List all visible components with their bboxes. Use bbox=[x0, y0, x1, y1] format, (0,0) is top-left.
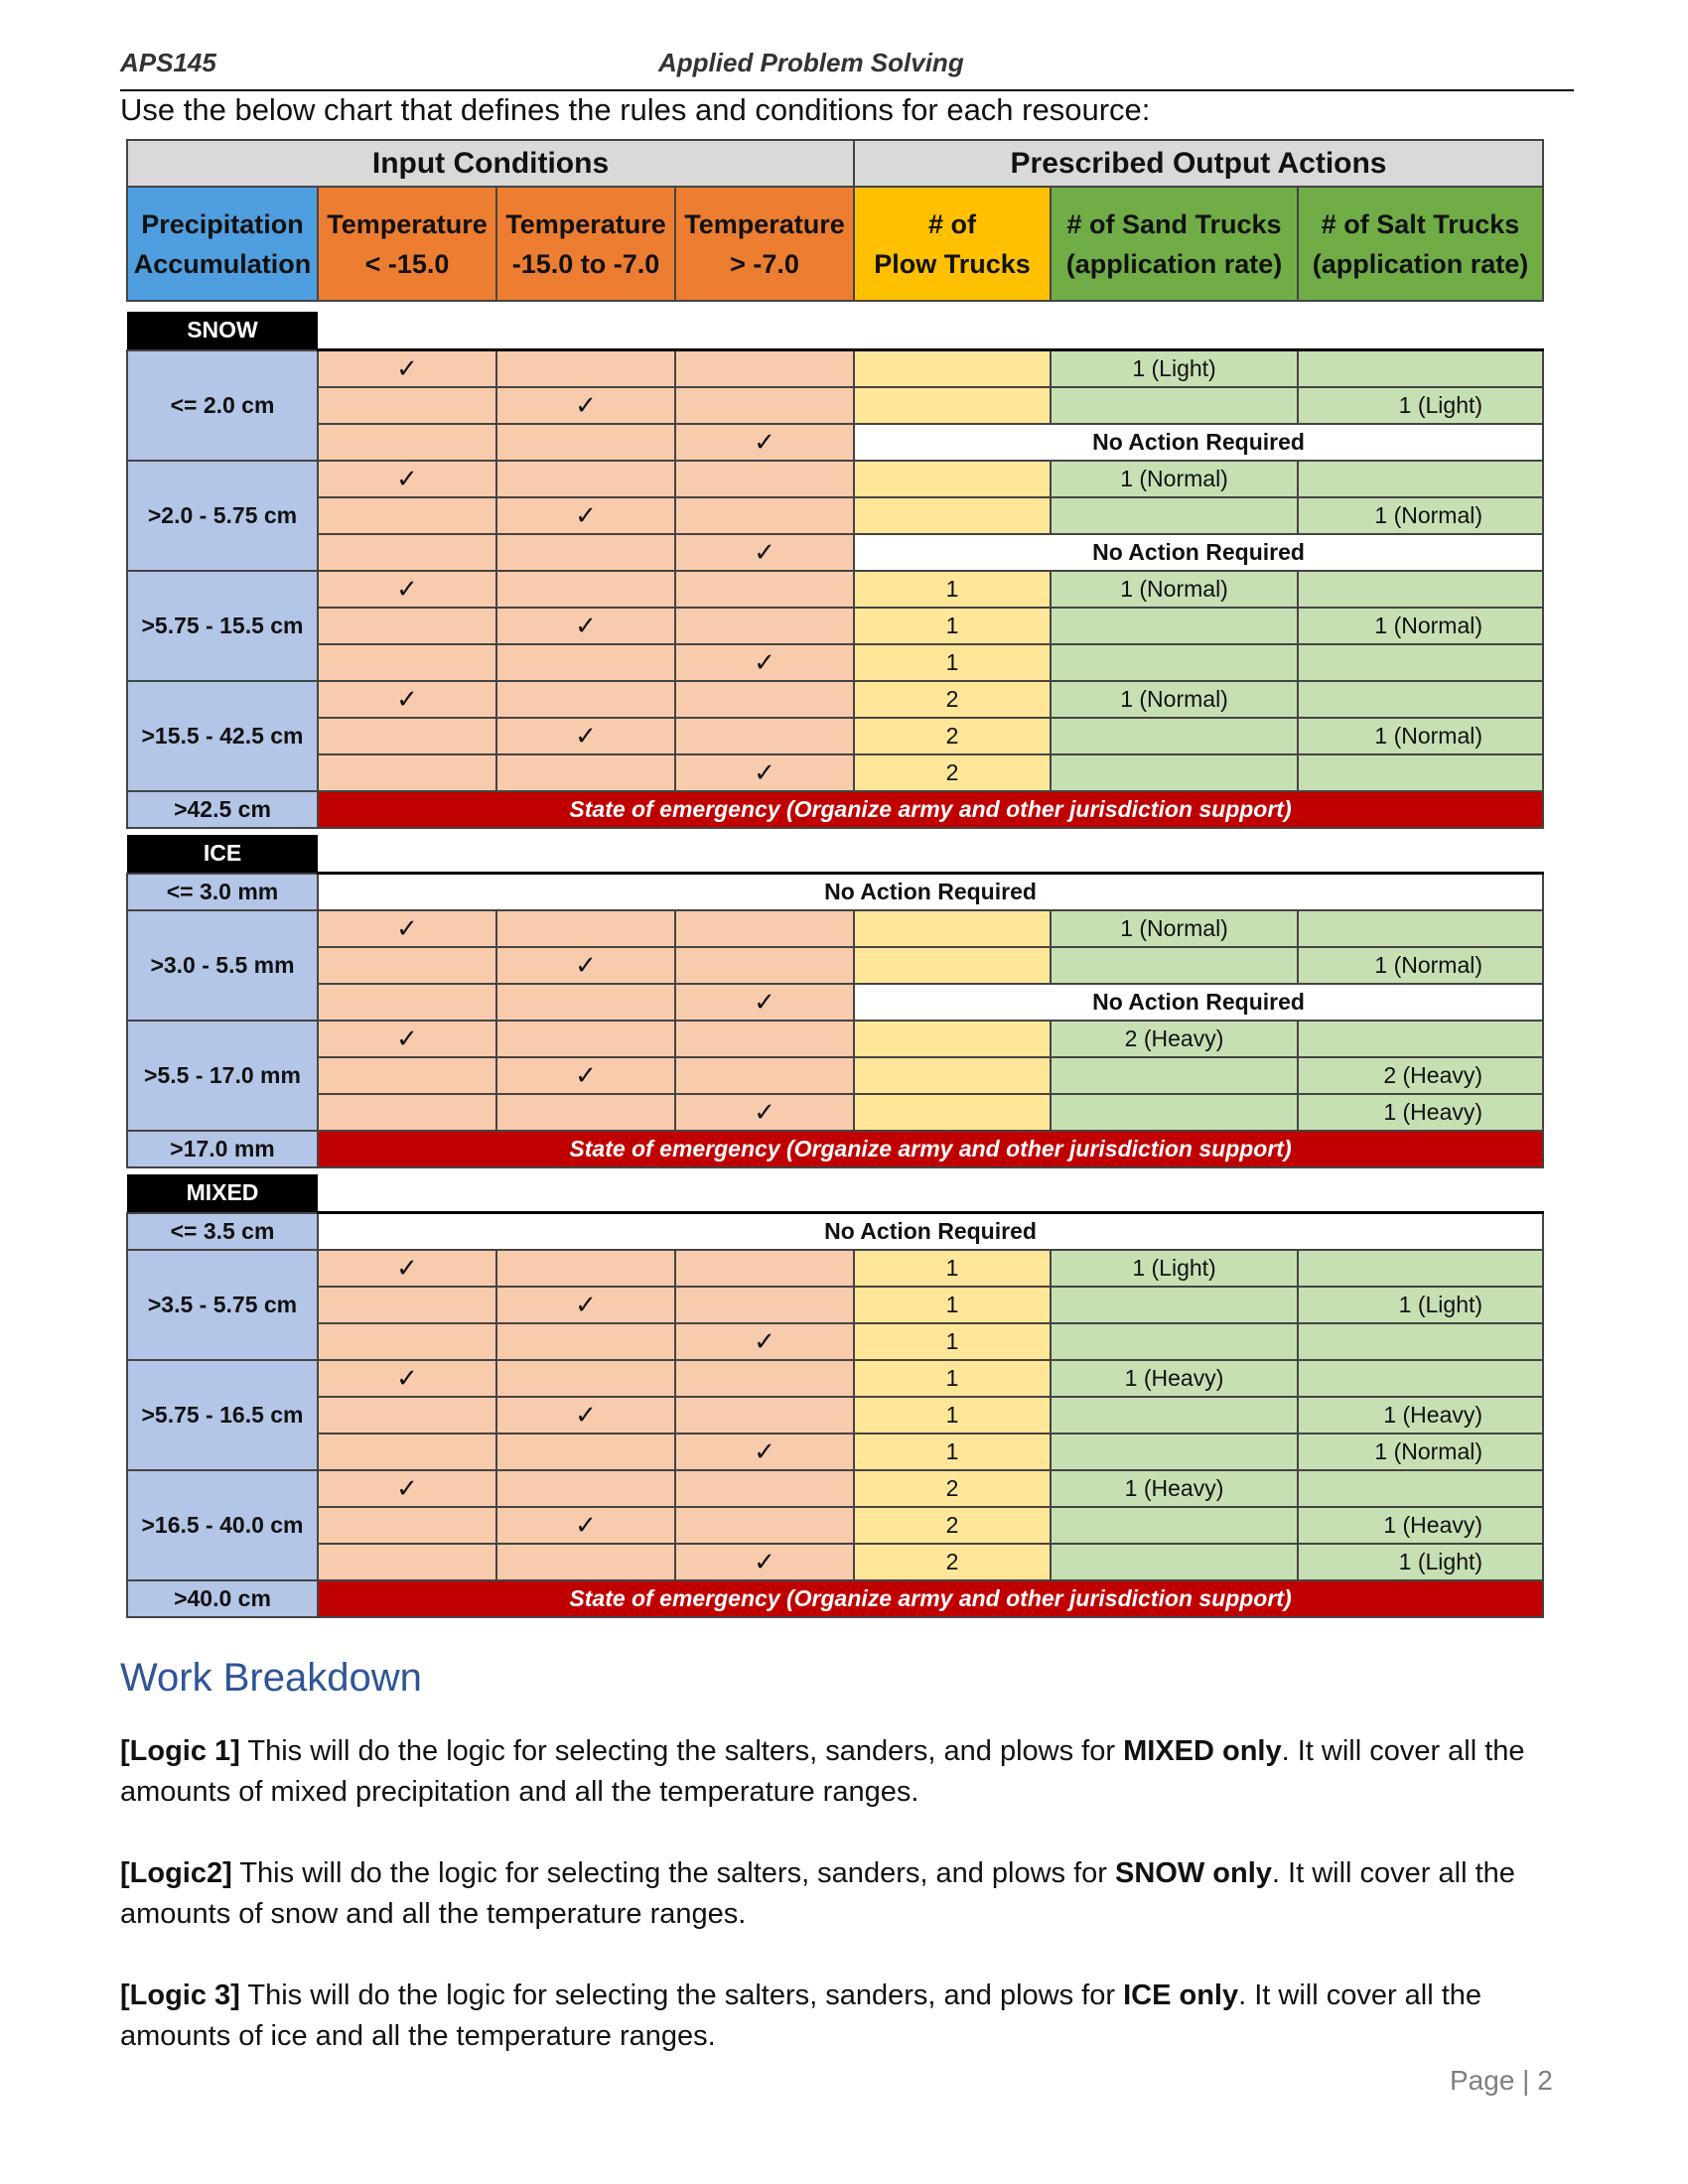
sand-cell: 1 (Normal) bbox=[1051, 461, 1298, 497]
no-action-cell: No Action Required bbox=[854, 984, 1543, 1021]
check-icon: ✓ bbox=[496, 497, 675, 534]
output-actions-header: Prescribed Output Actions bbox=[854, 140, 1543, 187]
table-row bbox=[127, 947, 1543, 984]
sand-cell: 1 (Light) bbox=[1051, 1250, 1298, 1287]
precip-range: >5.75 - 16.5 cm bbox=[127, 1360, 318, 1470]
check-icon: ✓ bbox=[496, 1397, 675, 1433]
precip-range: >2.0 - 5.75 cm bbox=[127, 461, 318, 571]
sand-cell: 1 (Normal) bbox=[1051, 910, 1298, 947]
logic-3-paragraph: [Logic 3] This will do the logic for selecting the salters, sanders, and plows for ICE only. It will cover all the amounts of ice and all the temperature ranges. bbox=[120, 1979, 1482, 2052]
table-row bbox=[127, 874, 1543, 911]
table-row bbox=[127, 1397, 1543, 1433]
check-icon: ✓ bbox=[496, 608, 675, 644]
col-sand-trucks: # of Sand Trucks (application rate) bbox=[1051, 187, 1298, 301]
precip-range: <= 3.5 cm bbox=[127, 1213, 318, 1251]
salt-cell: 1 (Normal) bbox=[1298, 718, 1543, 754]
plow-cell: 2 bbox=[854, 681, 1051, 718]
plow-cell: 1 bbox=[854, 571, 1051, 608]
check-icon: ✓ bbox=[675, 1094, 854, 1131]
check-icon: ✓ bbox=[675, 984, 854, 1021]
col-plow-trucks: # of Plow Trucks bbox=[854, 187, 1051, 301]
table-row bbox=[127, 791, 1543, 828]
plow-cell: 2 bbox=[854, 1544, 1051, 1580]
snow-label: SNOW bbox=[127, 312, 318, 350]
table-row bbox=[127, 1580, 1543, 1617]
table-row bbox=[127, 718, 1543, 754]
no-action-cell: No Action Required bbox=[318, 1213, 1543, 1251]
check-icon: ✓ bbox=[318, 1250, 496, 1287]
rules-chart bbox=[126, 139, 1544, 1618]
table-row bbox=[127, 1323, 1543, 1360]
plow-cell: 1 bbox=[854, 1360, 1051, 1397]
salt-cell: 1 (Heavy) bbox=[1298, 1397, 1543, 1433]
sand-cell: 1 (Normal) bbox=[1051, 681, 1298, 718]
salt-cell: 1 (Light) bbox=[1298, 387, 1543, 424]
check-icon: ✓ bbox=[675, 1544, 854, 1580]
check-icon: ✓ bbox=[675, 534, 854, 571]
table-row bbox=[127, 1250, 1543, 1287]
check-icon: ✓ bbox=[496, 387, 675, 424]
sand-cell: 1 (Normal) bbox=[1051, 571, 1298, 608]
table-row bbox=[127, 1433, 1543, 1470]
col-salt-trucks: # of Salt Trucks (application rate) bbox=[1298, 187, 1543, 301]
salt-cell: 1 (Light) bbox=[1298, 1544, 1543, 1580]
emergency-banner: State of emergency (Organize army and other jurisdiction support) bbox=[318, 1580, 1543, 1617]
table-row bbox=[127, 497, 1543, 534]
plow-cell: 1 bbox=[854, 1287, 1051, 1323]
emergency-banner: State of emergency (Organize army and other jurisdiction support) bbox=[318, 1131, 1543, 1167]
check-icon: ✓ bbox=[318, 681, 496, 718]
col-temp-low: Temperature < -15.0 bbox=[318, 187, 496, 301]
no-action-cell: No Action Required bbox=[854, 534, 1543, 571]
table-row bbox=[127, 1131, 1543, 1167]
table-row bbox=[127, 461, 1543, 497]
table-row bbox=[127, 1287, 1543, 1323]
work-breakdown-heading: Work Breakdown bbox=[120, 1656, 422, 1700]
plow-cell: 1 bbox=[854, 1433, 1051, 1470]
table-row bbox=[127, 1544, 1543, 1580]
precip-range: >15.5 - 42.5 cm bbox=[127, 681, 318, 791]
table-row bbox=[127, 1507, 1543, 1544]
plow-cell: 1 bbox=[854, 1250, 1051, 1287]
col-temp-high: Temperature > -7.0 bbox=[675, 187, 854, 301]
salt-cell: 1 (Light) bbox=[1298, 1287, 1543, 1323]
precip-range: >40.0 cm bbox=[127, 1580, 318, 1617]
check-icon: ✓ bbox=[496, 1287, 675, 1323]
plow-cell: 2 bbox=[854, 1470, 1051, 1507]
input-conditions-header: Input Conditions bbox=[127, 140, 854, 187]
check-icon: ✓ bbox=[318, 461, 496, 497]
ice-rows bbox=[127, 874, 1543, 1168]
mixed-rows bbox=[127, 1213, 1543, 1618]
no-action-cell: No Action Required bbox=[854, 424, 1543, 461]
table-row bbox=[127, 1057, 1543, 1094]
salt-cell: 1 (Normal) bbox=[1298, 497, 1543, 534]
check-icon: ✓ bbox=[496, 1057, 675, 1094]
course-code: APS145 bbox=[120, 48, 216, 77]
precip-range: >5.5 - 17.0 mm bbox=[127, 1021, 318, 1131]
precip-range: >42.5 cm bbox=[127, 791, 318, 828]
table-row bbox=[127, 534, 1543, 571]
table-row bbox=[127, 387, 1543, 424]
plow-cell: 2 bbox=[854, 754, 1051, 791]
salt-cell: 1 (Normal) bbox=[1298, 608, 1543, 644]
check-icon: ✓ bbox=[318, 1470, 496, 1507]
check-icon: ✓ bbox=[318, 1360, 496, 1397]
plow-cell: 1 bbox=[854, 644, 1051, 681]
course-title: Applied Problem Solving bbox=[658, 48, 964, 77]
salt-cell: 1 (Heavy) bbox=[1298, 1094, 1543, 1131]
check-icon: ✓ bbox=[496, 718, 675, 754]
table-row bbox=[127, 1094, 1543, 1131]
salt-cell: 1 (Normal) bbox=[1298, 1433, 1543, 1470]
table-row bbox=[127, 644, 1543, 681]
logic-2-paragraph: [Logic2] This will do the logic for selecting the salters, sanders, and plows for SNOW only. It will cover all the amounts of snow and all the temperature ranges. bbox=[120, 1857, 1515, 1930]
plow-cell: 1 bbox=[854, 1397, 1051, 1433]
table-row bbox=[127, 754, 1543, 791]
check-icon: ✓ bbox=[675, 424, 854, 461]
table-row bbox=[127, 1213, 1543, 1251]
emergency-banner: State of emergency (Organize army and other jurisdiction support) bbox=[318, 791, 1543, 828]
table-row bbox=[127, 1470, 1543, 1507]
check-icon: ✓ bbox=[318, 910, 496, 947]
salt-cell: 2 (Heavy) bbox=[1298, 1057, 1543, 1094]
table-row bbox=[127, 608, 1543, 644]
page-header bbox=[120, 46, 1574, 91]
table-row bbox=[127, 424, 1543, 461]
logic-1-paragraph: [Logic 1] This will do the logic for selecting the salters, sanders, and plows for MIXED only. It will cover all the amounts of mixed precipitation and all the temperature ranges. bbox=[120, 1735, 1525, 1808]
snow-rows bbox=[127, 350, 1543, 829]
check-icon: ✓ bbox=[318, 1021, 496, 1057]
col-precipitation: Precipitation Accumulation bbox=[127, 187, 318, 301]
precip-range: >16.5 - 40.0 cm bbox=[127, 1470, 318, 1580]
check-icon: ✓ bbox=[318, 571, 496, 608]
check-icon: ✓ bbox=[496, 1507, 675, 1544]
col-temp-mid: Temperature -15.0 to -7.0 bbox=[496, 187, 675, 301]
precip-range: >3.0 - 5.5 mm bbox=[127, 910, 318, 1021]
plow-cell: 2 bbox=[854, 1507, 1051, 1544]
table-row bbox=[127, 1360, 1543, 1397]
mixed-label: MIXED bbox=[127, 1174, 318, 1213]
sand-cell: 1 (Heavy) bbox=[1051, 1360, 1298, 1397]
table-row bbox=[127, 984, 1543, 1021]
check-icon: ✓ bbox=[675, 1323, 854, 1360]
precip-range: <= 3.0 mm bbox=[127, 874, 318, 911]
check-icon: ✓ bbox=[675, 1433, 854, 1470]
check-icon: ✓ bbox=[496, 947, 675, 984]
sand-cell: 1 (Heavy) bbox=[1051, 1470, 1298, 1507]
check-icon: ✓ bbox=[318, 350, 496, 388]
page-number: Page | 2 bbox=[1450, 2065, 1553, 2096]
table-row bbox=[127, 571, 1543, 608]
ice-label: ICE bbox=[127, 835, 318, 874]
table-row bbox=[127, 681, 1543, 718]
plow-cell: 1 bbox=[854, 1323, 1051, 1360]
precip-range: >5.75 - 15.5 cm bbox=[127, 571, 318, 681]
no-action-cell: No Action Required bbox=[318, 874, 1543, 911]
salt-cell: 1 (Normal) bbox=[1298, 947, 1543, 984]
table-row bbox=[127, 910, 1543, 947]
precip-range: <= 2.0 cm bbox=[127, 350, 318, 462]
precip-range: >3.5 - 5.75 cm bbox=[127, 1250, 318, 1360]
table-row bbox=[127, 1021, 1543, 1057]
check-icon: ✓ bbox=[675, 754, 854, 791]
precip-range: >17.0 mm bbox=[127, 1131, 318, 1167]
salt-cell: 1 (Heavy) bbox=[1298, 1507, 1543, 1544]
sand-cell: 1 (Light) bbox=[1051, 350, 1298, 388]
table-row bbox=[127, 350, 1543, 388]
plow-cell: 1 bbox=[854, 608, 1051, 644]
sand-cell: 2 (Heavy) bbox=[1051, 1021, 1298, 1057]
intro-text: Use the below chart that defines the rules and conditions for each resource: bbox=[120, 92, 1151, 127]
plow-cell: 2 bbox=[854, 718, 1051, 754]
check-icon: ✓ bbox=[675, 644, 854, 681]
